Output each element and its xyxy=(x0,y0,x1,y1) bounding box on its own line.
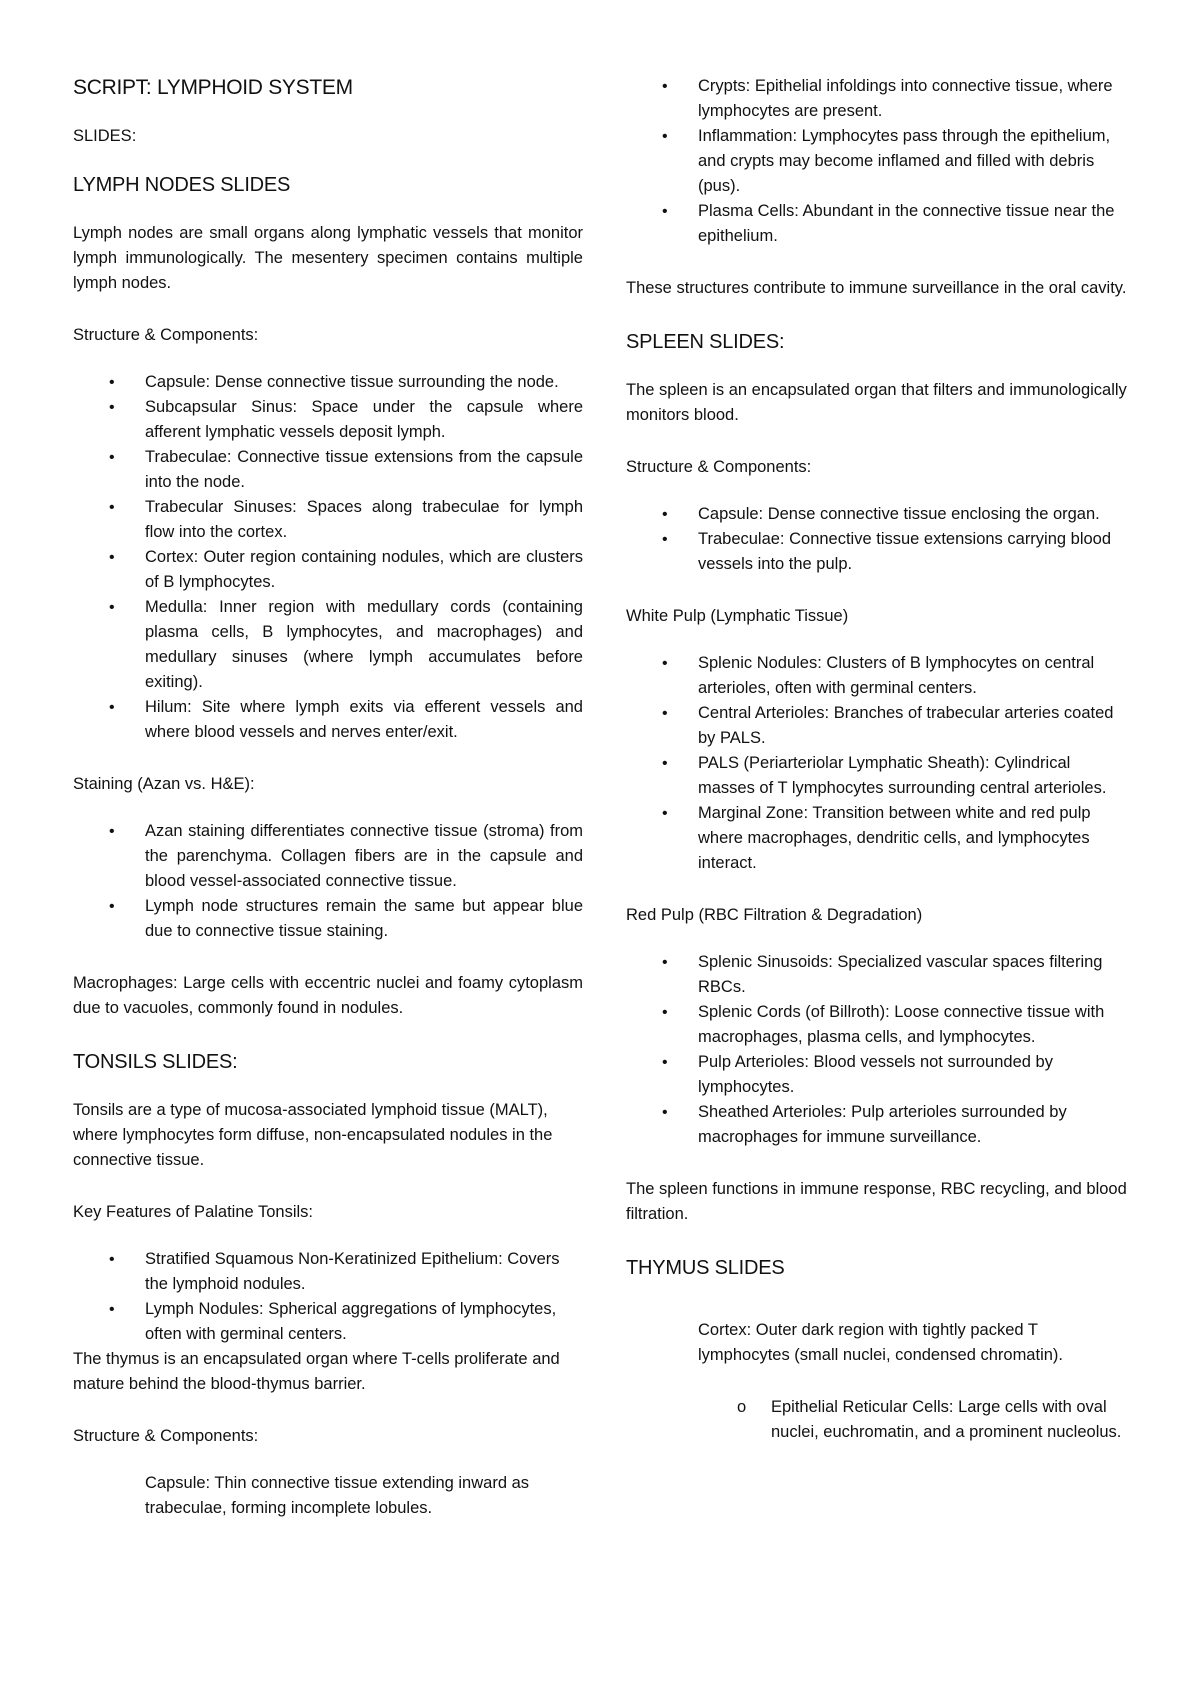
bullet-icon: • xyxy=(109,1251,115,1268)
thymus-cortex-sublist xyxy=(626,1395,1131,1445)
tonsils-heading: TONSILS SLIDES: xyxy=(73,1051,238,1073)
bullet-icon: • xyxy=(662,78,668,95)
thymus-heading: THYMUS SLIDES xyxy=(626,1257,785,1279)
lymph-nodes-intro: Lymph nodes are small organs along lymphatic vessels that monitor lymph immunologically. The mesentery specimen contains multiple lymph nodes. xyxy=(73,224,583,292)
spleen-heading: SPLEEN SLIDES: xyxy=(626,331,785,353)
circle-bullet-icon: o xyxy=(737,1398,747,1416)
bullet-icon: • xyxy=(662,203,668,220)
list-item: o Epithelial Reticular Cells: Large cells with oval nuclei, euchromatin, and a prominent nucleolus. xyxy=(626,1395,1131,1445)
list-item: • Trabeculae: Connective tissue extensions carrying blood vessels into the pulp. xyxy=(626,527,1131,577)
red-pulp-label: Red Pulp (RBC Filtration & Degradation) xyxy=(626,906,923,924)
list-item: • Hilum: Site where lymph exits via efferent vessels and where blood vessels and nerves enter/exit. xyxy=(73,695,583,745)
oral-summary: These structures contribute to immune surveillance in the oral cavity. xyxy=(626,279,1127,297)
bullet-icon: • xyxy=(109,1301,115,1318)
bullet-icon: • xyxy=(662,1004,668,1021)
spleen-intro: The spleen is an encapsulated organ that filters and immunologically monitors blood. xyxy=(626,381,1127,424)
spleen-structure-list xyxy=(626,502,1131,577)
palatine-label: Key Features of Palatine Tonsils: xyxy=(73,1203,313,1221)
thymus-capsule: Capsule: Thin connective tissue extending inward as trabeculae, forming incomplete lobules. xyxy=(145,1474,530,1517)
list-item: • PALS (Periarteriolar Lymphatic Sheath): Cylindrical masses of T lymphocytes surrounding central arterioles. xyxy=(626,751,1131,801)
bullet-icon: • xyxy=(662,128,668,145)
list-item: • Crypts: Epithelial infoldings into connective tissue, where lymphocytes are present. xyxy=(626,74,1131,124)
bullet-icon: • xyxy=(662,1054,668,1071)
bullet-icon: • xyxy=(109,549,115,566)
list-item: • Medulla: Inner region with medullary cords (containing plasma cells, B lymphocytes, and macrophages) and medullary sinuses (where lymph accumulates before exiting). xyxy=(73,595,583,695)
list-item: • Subcapsular Sinus: Space under the capsule where afferent lymphatic vessels deposit lymph. xyxy=(73,395,583,445)
list-item: • Capsule: Dense connective tissue enclosing the organ. xyxy=(626,502,1131,527)
bullet-icon: • xyxy=(662,755,668,772)
bullet-icon: • xyxy=(109,374,115,391)
list-item: • Inflammation: Lymphocytes pass through the epithelium, and crypts may become inflamed and filled with debris (pus). xyxy=(626,124,1131,199)
bullet-icon: • xyxy=(109,898,115,915)
list-item: • Capsule: Dense connective tissue surrounding the node. xyxy=(73,370,583,395)
bullet-icon: • xyxy=(662,531,668,548)
right-column xyxy=(626,74,1131,1445)
red-pulp-list xyxy=(626,950,1131,1150)
bullet-icon: • xyxy=(109,823,115,840)
left-column xyxy=(73,74,583,1548)
list-item: • Trabeculae: Connective tissue extensions from the capsule into the node. xyxy=(73,445,583,495)
lymph-nodes-heading: LYMPH NODES SLIDES xyxy=(73,174,291,196)
thymus-structure-label: Structure & Components: xyxy=(73,1427,259,1445)
list-item: • Pulp Arterioles: Blood vessels not surrounded by lymphocytes. xyxy=(626,1050,1131,1100)
thymus-intro: The thymus is an encapsulated organ where T-cells proliferate and mature behind the blood-thymus barrier. xyxy=(73,1350,560,1393)
list-item: • Sheathed Arterioles: Pulp arterioles surrounded by macrophages for immune surveillance. xyxy=(626,1100,1131,1150)
bullet-icon: • xyxy=(662,1104,668,1121)
bullet-icon: • xyxy=(109,399,115,416)
bullet-icon: • xyxy=(109,499,115,516)
white-pulp-label: White Pulp (Lymphatic Tissue) xyxy=(626,607,849,625)
bullet-icon: • xyxy=(109,449,115,466)
slides-label: SLIDES: xyxy=(73,127,137,145)
spleen-structure-label: Structure & Components: xyxy=(626,458,812,476)
list-item: • Stratified Squamous Non-Keratinized Epithelium: Covers the lymphoid nodules. xyxy=(73,1247,583,1297)
list-item: • Plasma Cells: Abundant in the connective tissue near the epithelium. xyxy=(626,199,1131,249)
bullet-icon: • xyxy=(662,954,668,971)
lymph-structure-label: Structure & Components: xyxy=(73,326,259,344)
lymph-structure-list xyxy=(73,370,583,745)
list-item: • Central Arterioles: Branches of trabecular arteries coated by PALS. xyxy=(626,701,1131,751)
white-pulp-list xyxy=(626,651,1131,876)
list-item: • Splenic Sinusoids: Specialized vascular spaces filtering RBCs. xyxy=(626,950,1131,1000)
bullet-icon: • xyxy=(662,655,668,672)
bullet-icon: • xyxy=(109,699,115,716)
tonsils-intro: Tonsils are a type of mucosa-associated lymphoid tissue (MALT), where lymphocytes form diffuse, non-encapsulated nodules in the connective tissue. xyxy=(73,1101,553,1169)
list-item: • Lymph node structures remain the same but appear blue due to connective tissue staining. xyxy=(73,894,583,944)
macrophages-paragraph: Macrophages: Large cells with eccentric nuclei and foamy cytoplasm due to vacuoles, commonly found in nodules. xyxy=(73,974,583,1017)
list-item: • Marginal Zone: Transition between white and red pulp where macrophages, dendritic cells, and lymphocytes interact. xyxy=(626,801,1131,876)
bullet-icon: • xyxy=(662,805,668,822)
bullet-icon: • xyxy=(109,599,115,616)
list-item: • Splenic Nodules: Clusters of B lymphocytes on central arterioles, often with germinal centers. xyxy=(626,651,1131,701)
thymus-cortex: Cortex: Outer dark region with tightly packed T lymphocytes (small nuclei, condensed chromatin). xyxy=(698,1321,1063,1364)
document-title: SCRIPT: LYMPHOID SYSTEM xyxy=(73,76,353,99)
bullet-icon: • xyxy=(662,705,668,722)
list-item: • Trabecular Sinuses: Spaces along trabeculae for lymph flow into the cortex. xyxy=(73,495,583,545)
staining-list xyxy=(73,819,583,944)
list-item: • Cortex: Outer region containing nodules, which are clusters of B lymphocytes. xyxy=(73,545,583,595)
list-item: • Azan staining differentiates connective tissue (stroma) from the parenchyma. Collagen fibers are in the capsule and blood vessel-associated connective tissue. xyxy=(73,819,583,894)
palatine-list xyxy=(73,1247,583,1347)
tonsil-features-list xyxy=(626,74,1131,249)
list-item: • Splenic Cords (of Billroth): Loose connective tissue with macrophages, plasma cells, and lymphocytes. xyxy=(626,1000,1131,1050)
bullet-icon: • xyxy=(662,506,668,523)
staining-label: Staining (Azan vs. H&E): xyxy=(73,775,255,793)
spleen-summary: The spleen functions in immune response, RBC recycling, and blood filtration. xyxy=(626,1180,1127,1223)
list-item: • Lymph Nodules: Spherical aggregations of lymphocytes, often with germinal centers. xyxy=(73,1297,583,1347)
